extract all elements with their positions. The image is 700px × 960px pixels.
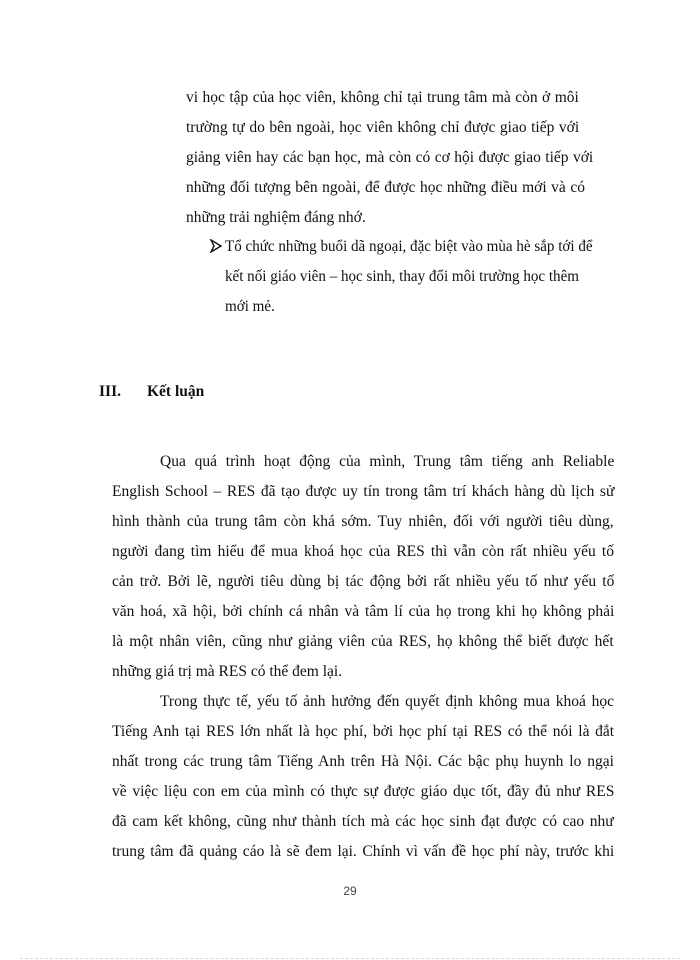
section-title: Kết luận: [147, 383, 205, 400]
para2-line: là một nhân viên, cũng như giảng viên của RES, họ không thể biết được hết: [112, 633, 614, 650]
para3-line: trung tâm đã quảng cáo là sẽ đem lại. Chính vì vấn đề học phí này, trước khi: [112, 843, 615, 860]
bullet-line: kết nối giáo viên – học sinh, thay đổi môi trường học thêm: [225, 268, 580, 285]
page-bottom-rule: [20, 958, 680, 959]
para1-line: trường tự do bên ngoài, học viên không chỉ được giao tiếp với: [186, 119, 580, 136]
arrowhead-bullet-icon: [209, 239, 223, 253]
para2-line: cản trở. Bởi lẽ, người tiêu dùng bị tác động bởi rất nhiều yếu tố như yếu tố: [112, 573, 615, 590]
page-number: 29: [343, 884, 357, 898]
section-number: III.: [99, 383, 121, 400]
para2-line: Qua quá trình hoạt động của mình, Trung tâm tiếng anh Reliable: [160, 453, 615, 470]
para1-line: những trải nghiệm đáng nhớ.: [186, 209, 366, 226]
para2-line: những giá trị mà RES có thể đem lại.: [112, 663, 343, 680]
para2-line: hình thành của trung tâm còn khá sớm. Tuy nhiên, đối với người tiêu dùng,: [112, 513, 614, 530]
para3-line: đã cam kết không, cũng như thành tích mà các học sinh đạt được có cao như: [112, 813, 614, 830]
para1-line: vi học tập của học viên, không chỉ tại trung tâm mà còn ở môi: [186, 89, 579, 106]
para2-line: người đang tìm hiểu để mua khoá học của RES thì vẫn còn rất nhiều yếu tố: [112, 543, 614, 560]
para1-line: những đối tượng bên ngoài, để được học những điều mới và có: [186, 179, 585, 196]
para3-line: Tiếng Anh tại RES lớn nhất là học phí, bởi học phí tại RES có thể nói là đắt: [112, 723, 615, 740]
para2-line: English School – RES đã tạo được uy tín trong tâm trí khách hàng dù lịch sử: [112, 483, 615, 500]
para3-line: Trong thực tế, yếu tố ảnh hưởng đến quyết định không mua khoá học: [160, 693, 615, 710]
bullet-line: mới mẻ.: [225, 298, 275, 315]
para1-line: giảng viên hay các bạn học, mà còn có cơ hội được giao tiếp với: [186, 149, 594, 166]
bullet-line: Tổ chức những buổi dã ngoại, đặc biệt vào mùa hè sắp tới để: [225, 238, 593, 255]
para3-line: về việc liệu con em của mình có thực sự được giáo dục tốt, đầy đủ như RES: [112, 783, 615, 800]
para2-line: văn hoá, xã hội, bởi chính cá nhân và tâm lí của họ trong khi họ không phải: [112, 603, 615, 620]
para3-line: nhất trong các trung tâm Tiếng Anh trên Hà Nội. Các bậc phụ huynh lo ngại: [112, 753, 614, 770]
